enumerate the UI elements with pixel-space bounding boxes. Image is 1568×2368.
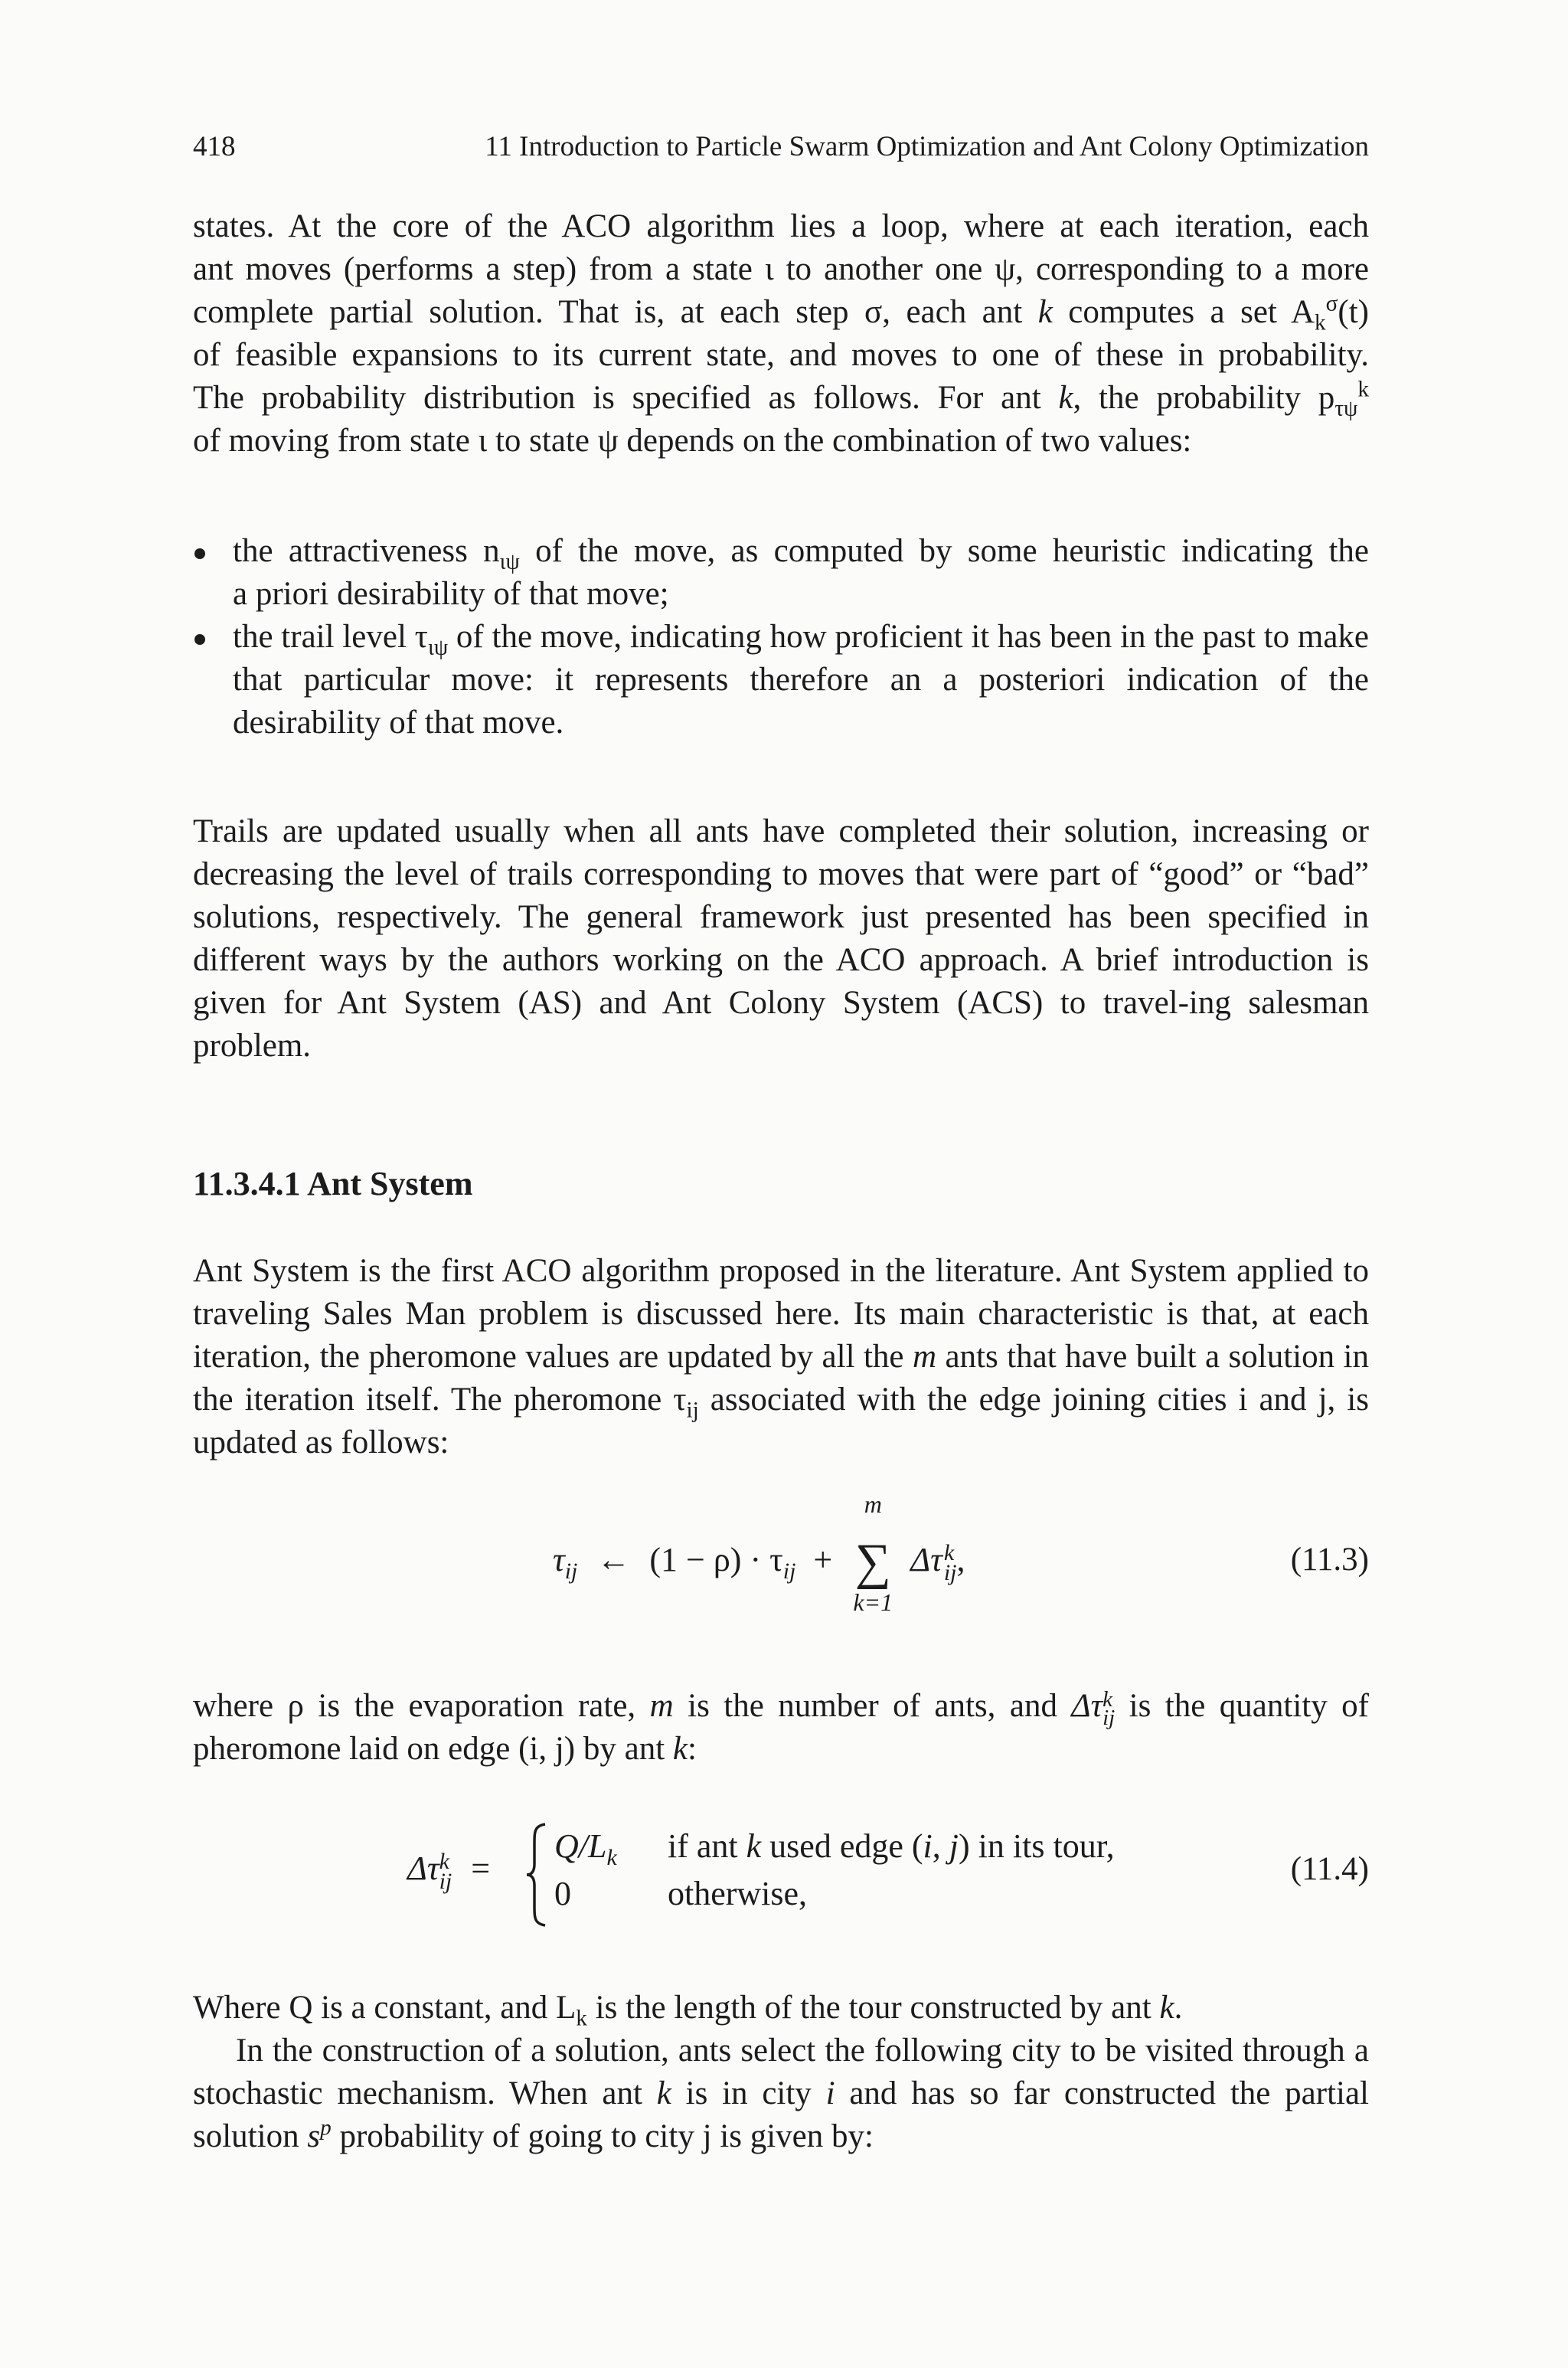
bullet-icon	[194, 634, 205, 645]
equation-11-3	[193, 1490, 1369, 1631]
cases	[554, 1823, 1115, 1918]
equation-body: $\tau_{ij}$ ← $(1 - \rho) \cdot \tau_{ij}$ + m ∑ k=1 Δτ k ij ,	[553, 1490, 965, 1616]
page-number: 418	[193, 131, 236, 162]
where-paragraph: where ρ is the evaporation rate, m is the number of ants, and Δτ k ij is the quantity of pheromone laid on edge (i, j) by ant k:	[193, 1687, 1369, 1767]
equation-11-4	[193, 1815, 1369, 1930]
bullet-icon	[194, 548, 205, 559]
left-brace-icon	[524, 1821, 550, 1928]
intro-line: complete partial solution. That is, at each step σ, each ant k computes a set $A_k^\sigma(t)$	[193, 291, 1369, 335]
running-head-title: 11 Introduction to Particle Swarm Optimization and Ant Colony Optimization	[485, 131, 1369, 162]
intro-paragraph	[193, 205, 1369, 463]
section-heading: 11.3.4.1 Ant System	[193, 1165, 473, 1202]
intro-line: of feasible expansions to its current state, and moves to one of these in probability.	[193, 337, 1369, 373]
case-2: 0 otherwise,	[554, 1875, 808, 1912]
list-item: the trail level $\tau_{\iota\psi}$ of the move, indicating how proficient it has been in the past to make that particular move: it represents therefore an a posteriori indication of the desirability of that move.	[193, 616, 1369, 744]
equation-number: (11.4)	[1290, 1851, 1369, 1887]
equation-lhs: Δτ k ij =	[407, 1848, 491, 1894]
equation-number: (11.3)	[1290, 1542, 1369, 1578]
running-header	[193, 126, 1369, 168]
case-1: $Q/L_k$ if ant k used edge (i, j) in its tour,	[554, 1827, 1115, 1870]
final-paragraphs: Where Q is a constant, and $L_k$ is the length of the tour constructed by ant k. In the construction of a solution, ants select the following city to be visited through a stochastic mechanism. When ant k is in city i and has so far constructed the partial solution $s^p$ probability of going to city j is given by:	[193, 1990, 1369, 2154]
intro-line: The probability distribution is specified as follows. For ant k, the probability $p_{\tau\psi}^k$	[193, 377, 1369, 421]
intro-line: ant moves (performs a step) from a state ι to another one ψ, corresponding to a more	[193, 251, 1369, 287]
ant-system-paragraph: Ant System is the first ACO algorithm proposed in the literature. Ant System applied to traveling Sales Man problem is discussed here. Its main characteristic is that, at each iteration, the pheromone values are updated by all the m ants that have built a solution in the iteration itself. The pheromone $\tau_{ij}$ associated with the edge joining cities i and j, is updated as follows:	[193, 1253, 1369, 1460]
trails-paragraph: Trails are updated usually when all ants have completed their solution, increasing or decreasing the level of trails corresponding to moves that were part of “good” or “bad” solutions, respectively. The general framework just presented has been specified in different ways by the authors working on the ACO approach. A brief introduction is given for Ant System (AS) and Ant Colony System (ACS) to travel-ing salesman problem.	[193, 813, 1369, 1064]
bullet-list	[193, 530, 1369, 744]
list-item: the attractiveness $n_{\iota\psi}$ of the move, as computed by some heuristic indicating the a priori desirability of that move;	[193, 530, 1369, 616]
summation: m ∑ k=1	[853, 1490, 893, 1616]
intro-line: of moving from state ι to state ψ depends on the combination of two values:	[193, 423, 1192, 459]
intro-line: states. At the core of the ACO algorithm lies a loop, where at each iteration, each	[193, 208, 1369, 244]
